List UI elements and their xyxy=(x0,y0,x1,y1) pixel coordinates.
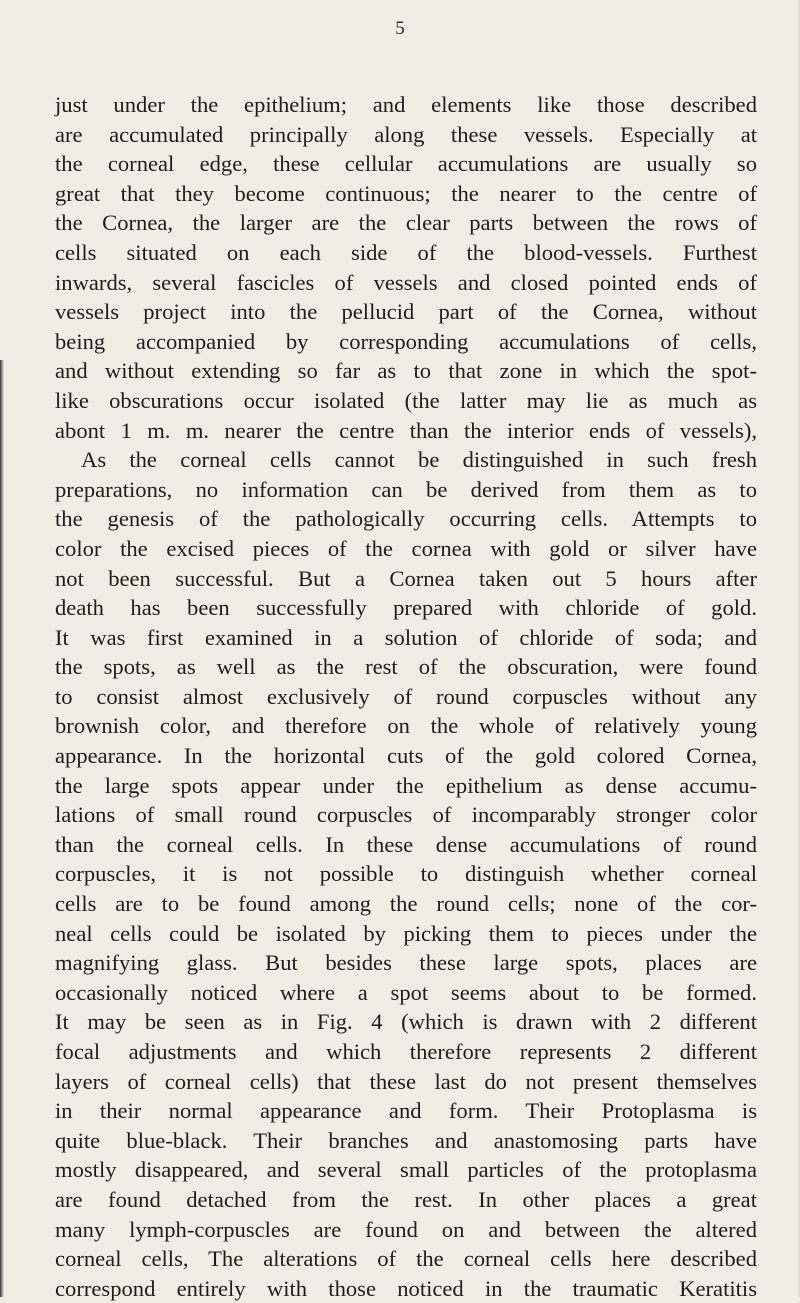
text-line: not been successful. But a Cornea taken out 5 hours after xyxy=(55,565,757,591)
text-line: magnifying glass. But besides these large spots, places are xyxy=(55,950,757,976)
text-line: occasionally noticed where a spot seems about to be formed. xyxy=(55,979,757,1005)
text-line: preparations, no information can be derived from them as to xyxy=(55,476,757,502)
text-line: the genesis of the pathologically occurring cells. Attempts to xyxy=(55,506,757,532)
text-line: to consist almost exclusively of round corpuscles without any xyxy=(55,683,757,709)
text-line: correspond entirely with those noticed in the traumatic Keratitis xyxy=(55,1275,757,1301)
page-number: 5 xyxy=(395,18,405,39)
text-line: cells situated on each side of the blood-vessels. Furthest xyxy=(55,239,757,265)
body-text xyxy=(55,90,757,1303)
text-line: As the corneal cells cannot be distinguished in such fresh xyxy=(81,447,757,473)
text-line: the corneal edge, these cellular accumulations are usually so xyxy=(55,151,757,177)
text-line: It may be seen as in Fig. 4 (which is drawn with 2 different xyxy=(55,1009,757,1035)
text-line: vessels project into the pellucid part of the Cornea, without xyxy=(55,299,757,325)
text-line: the large spots appear under the epithelium as dense accumu- xyxy=(55,772,757,798)
text-line: are found detached from the rest. In other places a great xyxy=(55,1186,757,1212)
text-line: the Cornea, the larger are the clear parts between the rows of xyxy=(55,210,757,236)
page-edge-shadow xyxy=(0,360,4,1297)
text-line: focal adjustments and which therefore represents 2 different xyxy=(55,1039,757,1064)
text-line: death has been successfully prepared with chloride of gold. xyxy=(55,595,757,621)
text-line: inwards, several fascicles of vessels and closed pointed ends of xyxy=(55,269,757,295)
text-line: being accompanied by corresponding accumulations of cells, xyxy=(55,328,757,354)
text-line: It was first examined in a solution of chloride of soda; and xyxy=(55,624,757,650)
text-line: like obscurations occur isolated (the latter may lie as much as xyxy=(55,387,757,413)
text-line: abont 1 m. m. nearer the centre than the interior ends of vessels), xyxy=(55,417,757,443)
text-line: just under the epithelium; and elements like those described xyxy=(55,92,757,117)
text-line: are accumulated principally along these vessels. Especially at xyxy=(55,121,757,147)
text-line: and without extending so far as to that zone in which the spot- xyxy=(55,358,757,384)
text-line: corneal cells, The alterations of the corneal cells here described xyxy=(55,1246,757,1272)
text-line: cells are to be found among the round cells; none of the cor- xyxy=(55,891,757,917)
text-line: many lymph-corpuscles are found on and between the altered xyxy=(55,1216,757,1242)
text-line: appearance. In the horizontal cuts of the gold colored Cornea, xyxy=(55,743,757,769)
text-line: lations of small round corpuscles of incomparably stronger color xyxy=(55,802,757,828)
text-line: than the corneal cells. In these dense accumulations of round xyxy=(55,831,757,857)
text-line: great that they become continuous; the nearer to the centre of xyxy=(55,180,757,206)
text-line: mostly disappeared, and several small particles of the protoplasma xyxy=(55,1157,757,1183)
text-line: in their normal appearance and form. Their Protoplasma is xyxy=(55,1098,757,1124)
text-line: quite blue-black. Their branches and anastomosing parts have xyxy=(55,1127,757,1153)
text-line: color the excised pieces of the cornea with gold or silver have xyxy=(55,535,757,561)
text-line: neal cells could be isolated by picking them to pieces under the xyxy=(55,920,757,946)
text-line: brownish color, and therefore on the whole of relatively young xyxy=(55,713,757,739)
text-line: the spots, as well as the rest of the obscuration, were found xyxy=(55,654,757,680)
text-line: corpuscles, it is not possible to distinguish whether corneal xyxy=(55,861,757,887)
text-line: layers of corneal cells) that these last do not present themselves xyxy=(55,1068,757,1094)
